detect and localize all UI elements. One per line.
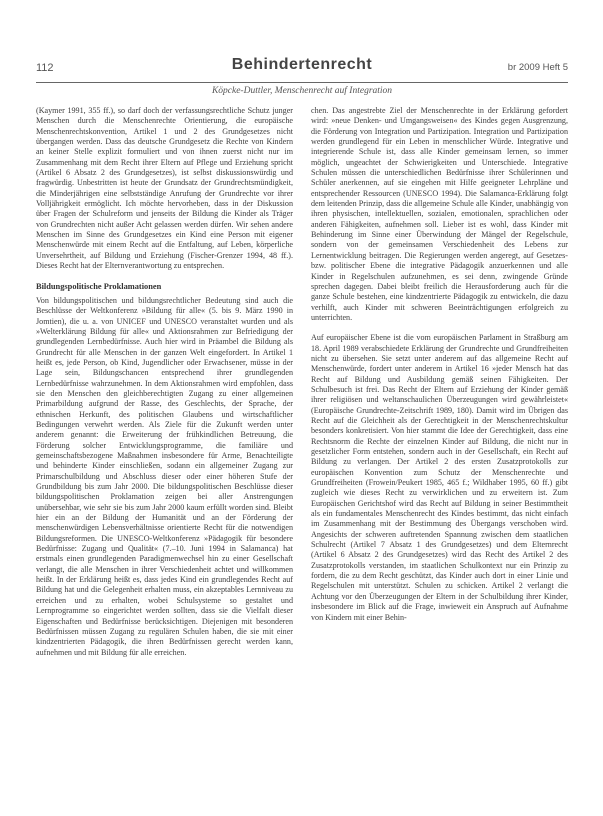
right-paragraph-2: Auf europäischer Ebene ist die vom europäischen Parlament in Straßburg am 18. April 1989 verabschiedete Erklärung der Grundrechte und Grundfreiheiten nicht zu übersehen. Sie setzt unter anderem auf das allgemeine Recht auf Menschenwürde, fordert unter anderem in Artikel 16 »jeder Mensch hat das Recht auf Bildung und Ausbildung gemäß seinen Fähigkeiten. Der Schulbesuch ist frei. Das Recht der Eltern auf Erziehung der Kinder gemäß ihrer religiösen und weltanschaulichen Überzeugungen wird gewährleistet« (Europäische Grundrechte-Zeitschrift 1989, 180). Damit wird im Übrigen das Recht auf die Gleichheit als der Gerechtigkeit in der Menschenrechtskultur besonders konkretisiert. Von hier stammt die Idee der Gerechtigkeit, dass eine Rechtsnorm die Rechte der einzelnen Kinder auf Bildung, die nicht nur in gesetzlicher Form entstehen, sondern auch in der Gesellschaft, ein Recht auf Bildung zu verlangen. Der Artikel 2 des ersten Zusatzprotokolls zur europäischen Konvention zum Schutz der Menschenrechte und Grundfreiheiten (Frowein/Peukert 1985, 465 f.; Wildhaber 1995, 60 ff.) gibt zugleich wie dieses Recht zu verwirklichen und zu erweitern ist. Zum Europäischen Gerichtshof wird das Recht auf Bildung in seiner Bestimmtheit als ein fundamentales Menschenrecht des Kindes bestimmt, das nicht einfach im Zusammenhang mit der Bestimmung des Übergangs verschoben wird. Angesichts der schweren auftretenden Spannung zwischen dem staatlichen Schulrecht (Artikel 7 Absatz 1 des Grundgesetzes) und dem Elternrecht (Artikel 6 Absatz 2 des Grundgesetzes) wird das Recht des Artikel 2 des Zusatzprotokolls verstanden, im staatlichen Schulkontext nur ein Prinzip zu fordern, die zu dem Recht geschützt, das Kinder auch dort in einer Linie und Regelschulen mit unterstützt. Schulen zu schicken. Artikel 2 verlangt die Achtung vor den Überzeugungen der Eltern in der Schulbildung ihrer Kinder, insbesondere im Blick auf die Frage, inwieweit ein Anspruch auf Aufnahme von Kindern mit einer Behin- (311, 333, 568, 622)
right-paragraph-1: chen. Das angestrebte Ziel der Menschenrechte in der Erklärung gefordert wird: »neue Denken- und Umgangsweisen« des Kindes gegen Ausgrenzung, die Förderung von Integration und Partizipation. Integration und Partizipation werden grundlegend für ein Leben in menschlicher Würde. Integrative und integrierende Schule ist, dass alle Kinder gemeinsam lernen, so immer möglich, ungeachtet der Schwierigkeiten und Unterschiede. Integrative Schulen müssen die unterschiedlichen Bedürfnisse ihrer Schülerinnen und Schüler anerkennen, auf sie eingehen mit Hilfe geeigneter Lehrpläne und entsprechender Ressourcen (UNESCO 1994). Die Salamanca-Erklärung folgt dem leitenden Prinzip, dass die allgemeine Schule alle Kinder, unabhängig von ihren physischen, intellektuellen, sozialen, emotionalen, sprachlichen oder anderen Fähigkeiten, aufnehmen soll. Lieber ist es wohl, dass Kinder mit Behinderung im Sinne einer Überwindung der Mängel der Regelschule, sondern von der gemeinsamen Verschiedenheit des Lebens zur Lernentwicklung beitragen. Die Regierungen werden angeregt, auf Gesetzes- bzw. politischer Ebene die integrative Pädagogik anzuerkennen und alle Kinder in Regelschulen aufzunehmen, es sei denn, zwingende Gründe sprechen dagegen. Dabei bleibt freilich die Herausforderung auch für die ganze Schule bestehen, eine kindzentrierte Pädagogik zu entwickeln, die dazu verhilft, auch Kinder mit schweren Beeinträchtigungen erfolgreich zu unterrichten. (311, 106, 568, 322)
left-paragraph-1: (Kaymer 1991, 355 ff.), so darf doch der verfassungsrechtliche Schutz junger Menschen durch die Menschenrechte Orientierung, die europäische Menschenrechtskonvention, Artikel 1 und 2 des Grundgesetzes nicht übergangen werden. Dass das deutsche Grundgesetz die Rechte von Kindern an keiner Stelle explizit formuliert und von ihnen zuerst nicht nur im Zusammenhang mit dem Recht ihrer Eltern auf Pflege und Erziehung spricht (Artikel 6 Absatz 2 des Grundgesetzes), ist selbst diskussionswürdig und fragwürdig. Unbestritten ist heute der Grundsatz der Grundrechtsmündigkeit, die Minderjährigen eine selbstständige Anrufung der Grundrechte vor ihrer Volljährigkeit ermöglicht. Ich möchte hervorheben, dass in der Diskussion über Fragen der Schulreform und jenseits der Bildung die Kinder als Träger von Grundrechten nicht außer Acht gelassen werden dürfen. Wir sehen andere Menschen im Sinne des Grundgesetzes ein Kind eine Person mit eigener Menschenwürde mit einem Recht auf die Entfaltung, auf Leben, körperliche Unversehrtheit, auf Bildung und Erziehung (Fischer-Grenzer 1994, 48 ff.). Dieses Recht hat der Elternverantwortung zu entsprechen. (36, 106, 293, 271)
right-column (311, 106, 568, 623)
paragraph-gap (311, 323, 568, 333)
page-number: 112 (36, 62, 54, 74)
issue-label: br 2009 Heft 5 (507, 62, 568, 73)
section-heading: Bildungspolitische Proklamationen (36, 281, 162, 291)
left-column (36, 106, 293, 658)
left-paragraph-2: Von bildungspolitischen und bildungsrechtlicher Bedeutung sind auch die Beschlüsse der Weltkonferenz »Bildung für alle« (5. bis 9. März 1990 in Jomtien), die u. a. von UNICEF und UNESCO veranstaltet wurden und als »Welterklärung Bildung für alle« und Aktionsrahmen zur Befriedigung der grundlegenden Lernbedürfnisse. Auch hier wird in Präambel die Bildung als Grundrecht für alle Menschen in der ganzen Welt eingefordert. In Artikel 1 heißt es, jede Person, ob Kind, Jugendlicher oder Erwachsener, müsse in der Lage sein, Bildungschancen entsprechend ihrer grundlegenden Lernbedürfnisse wahrzunehmen. In dem Aktionsrahmen wird empfohlen, dass sie den Menschen den gleichberechtigten Zugang zu einer allgemeinen Primarbildung aufgrund der Rasse, des Geschlechts, der Sprache, der ethnischen Herkunft, des politischen Glaubens und wirtschaftlicher Bedingungen verwehrt werden. Als Ziele für die Zukunft werden unter anderem genannt: die Erweiterung der frühkindlichen Betreuung, die Förderung solcher Entwicklungsprogramme, die familiäre und gemeinschaftsbezogene Maßnahmen insbesondere für Arme, Benachteiligte und behinderte Kinder einschließen, sodann ein allgemeiner Zugang zur Primarschulbildung und Abschluss dieser oder einer höheren Stufe der Grundbildung bis zum Jahr 2000. Die bildungspolitischen Beschlüsse dieser bildungspolitischen Proklamation zeigen bei aller Anstrengungen unübersehbar, wie sehr sie bis zum Jahr 2000 kaum erfüllt worden sind. Bleibt hier ein an der Bildung der Humanität und an der Förderung der menschenwürdigen Lebensverhältnisse orientierte Recht für die notwendigen Bildungsreformen. Die UNESCO-Weltkonferenz »Pädagogik für besondere Bedürfnisse: Zugang und Qualität« (7.–10. Juni 1994 in Salamanca) hat erstmals einen grundlegenden Paradigmenwechsel hin zu einer Gesellschaft verlangt, die alle Menschen in ihrer Verschiedenheit achtet und willkommen heißt. In der Erklärung heißt es, dass jedes Kind ein grundlegendes Recht auf Bildung hat und die Gelegenheit erhalten muss, ein akzeptables Lernniveau zu erreichen und zu erhalten, wobei Schulsysteme so gestaltet und Lernprogramme so eingerichtet werden sollten, dass sie die Vielfalt dieser Eigenschaften und Bedürfnisse berücksichtigen. Diejenigen mit besonderen Bedürfnissen müssen Zugang zu regulären Schulen haben, die sie mit einer kindzentrierten Pädagogik, die ihren Bedürfnissen gerecht werden kann, aufnehmen und mit Bildung für alle erreichen. (36, 295, 293, 657)
article-subtitle: Köpcke-Duttler, Menschenrecht auf Integration (211, 86, 393, 96)
header-rule (36, 82, 568, 83)
journal-title: Behindertenrecht (231, 56, 373, 73)
